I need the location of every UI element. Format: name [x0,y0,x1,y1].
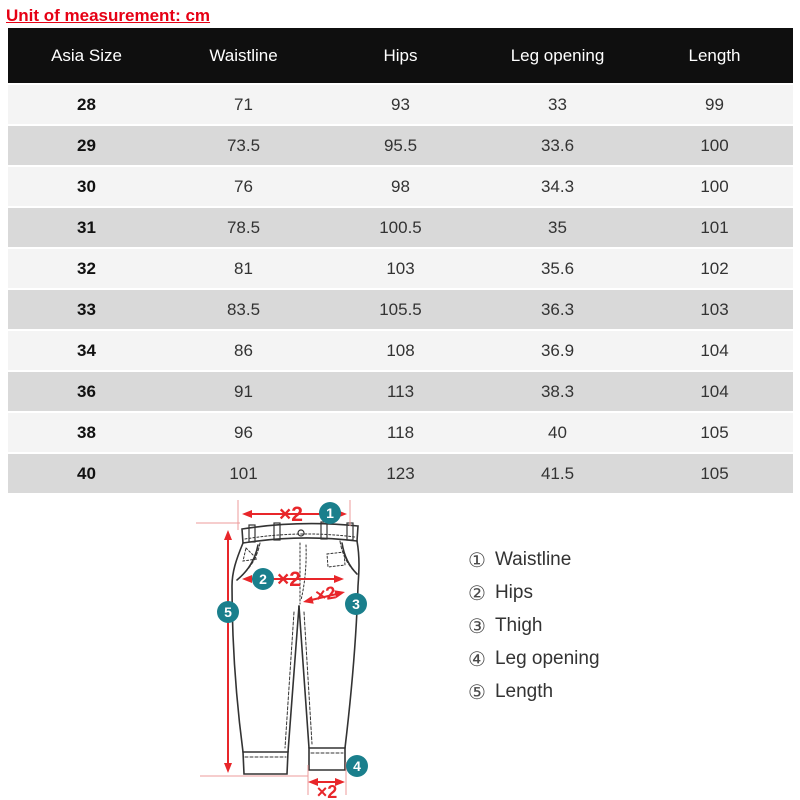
value-cell: 40 [479,412,636,453]
circled-number-icon: ② [468,580,486,605]
value-cell: 123 [322,453,479,493]
value-cell: 101 [636,207,793,248]
badge-1-icon [319,502,341,524]
table-row [8,84,793,125]
value-cell: 34.3 [479,166,636,207]
value-cell: 101 [165,453,322,493]
legend-label: Leg opening [494,647,600,669]
value-cell: 83.5 [165,289,322,330]
legend-item [468,609,600,642]
circled-number-icon: ④ [468,646,486,671]
value-cell: 104 [636,330,793,371]
value-cell: 33.6 [479,125,636,166]
table-row [8,371,793,412]
value-cell: 73.5 [165,125,322,166]
waist-x2-label: ×2 [279,503,303,526]
badge-4-icon [346,755,368,777]
value-cell: 86 [165,330,322,371]
measurement-legend [468,543,600,708]
badge-3-icon [345,593,367,615]
legend-label: Thigh [494,614,543,636]
size-cell: 28 [8,84,165,125]
value-cell: 118 [322,412,479,453]
legend-label: Length [494,680,554,702]
value-cell: 105 [636,412,793,453]
value-cell: 81 [165,248,322,289]
svg-text:2: 2 [259,571,267,587]
value-cell: 91 [165,371,322,412]
value-cell: 103 [636,289,793,330]
svg-text:5: 5 [224,604,232,620]
column-header: Asia Size [8,28,165,84]
leg-opening-x2-label: ×2 [316,782,338,800]
circled-number-icon: ① [468,547,486,572]
badge-2-icon [252,568,274,590]
size-cell: 29 [8,125,165,166]
size-cell: 31 [8,207,165,248]
table-row [8,412,793,453]
size-cell: 30 [8,166,165,207]
pants-diagram-icon [170,495,415,800]
column-header: Hips [322,28,479,84]
column-header: Length [636,28,793,84]
badge-5-icon [217,601,239,623]
value-cell: 100.5 [322,207,479,248]
size-cell: 38 [8,412,165,453]
value-cell: 78.5 [165,207,322,248]
table-row [8,289,793,330]
column-header: Waistline [165,28,322,84]
value-cell: 35 [479,207,636,248]
size-table-header [8,28,793,84]
value-cell: 100 [636,125,793,166]
value-cell: 35.6 [479,248,636,289]
value-cell: 96 [165,412,322,453]
value-cell: 108 [322,330,479,371]
svg-text:3: 3 [352,596,360,612]
legend-item [468,576,600,609]
circled-number-icon: ③ [468,613,486,638]
size-cell: 34 [8,330,165,371]
value-cell: 36.9 [479,330,636,371]
size-cell: 36 [8,371,165,412]
value-cell: 36.3 [479,289,636,330]
value-cell: 103 [322,248,479,289]
value-cell: 76 [165,166,322,207]
thigh-x2-label: ×2 [313,582,338,606]
value-cell: 102 [636,248,793,289]
size-cell: 33 [8,289,165,330]
value-cell: 105 [636,453,793,493]
length-arrow [224,530,232,773]
column-header: Leg opening [479,28,636,84]
legend-label: Hips [494,581,533,603]
value-cell: 104 [636,371,793,412]
unit-note: Unit of measurement: cm [6,6,211,25]
svg-text:1: 1 [326,505,334,521]
svg-text:4: 4 [353,758,361,774]
value-cell: 105.5 [322,289,479,330]
value-cell: 33 [479,84,636,125]
value-cell: 100 [636,166,793,207]
pants-outline [232,522,359,774]
value-cell: 98 [322,166,479,207]
value-cell: 41.5 [479,453,636,493]
header-row [8,28,793,84]
table-row [8,248,793,289]
value-cell: 38.3 [479,371,636,412]
legend-item [468,675,600,708]
size-cell: 32 [8,248,165,289]
circled-number-icon: ⑤ [468,679,486,704]
size-table-body [8,84,793,493]
value-cell: 99 [636,84,793,125]
legend-item [468,642,600,675]
legend-label: Waistline [494,548,572,570]
value-cell: 95.5 [322,125,479,166]
table-row [8,207,793,248]
size-table [8,28,793,493]
value-cell: 71 [165,84,322,125]
table-row [8,166,793,207]
reference-lines [196,500,350,795]
legend-item [468,543,600,576]
value-cell: 93 [322,84,479,125]
size-cell: 40 [8,453,165,493]
value-cell: 113 [322,371,479,412]
hips-x2-label: ×2 [277,568,301,591]
table-row [8,125,793,166]
table-row [8,453,793,493]
table-row [8,330,793,371]
multiplier-labels [277,503,337,800]
